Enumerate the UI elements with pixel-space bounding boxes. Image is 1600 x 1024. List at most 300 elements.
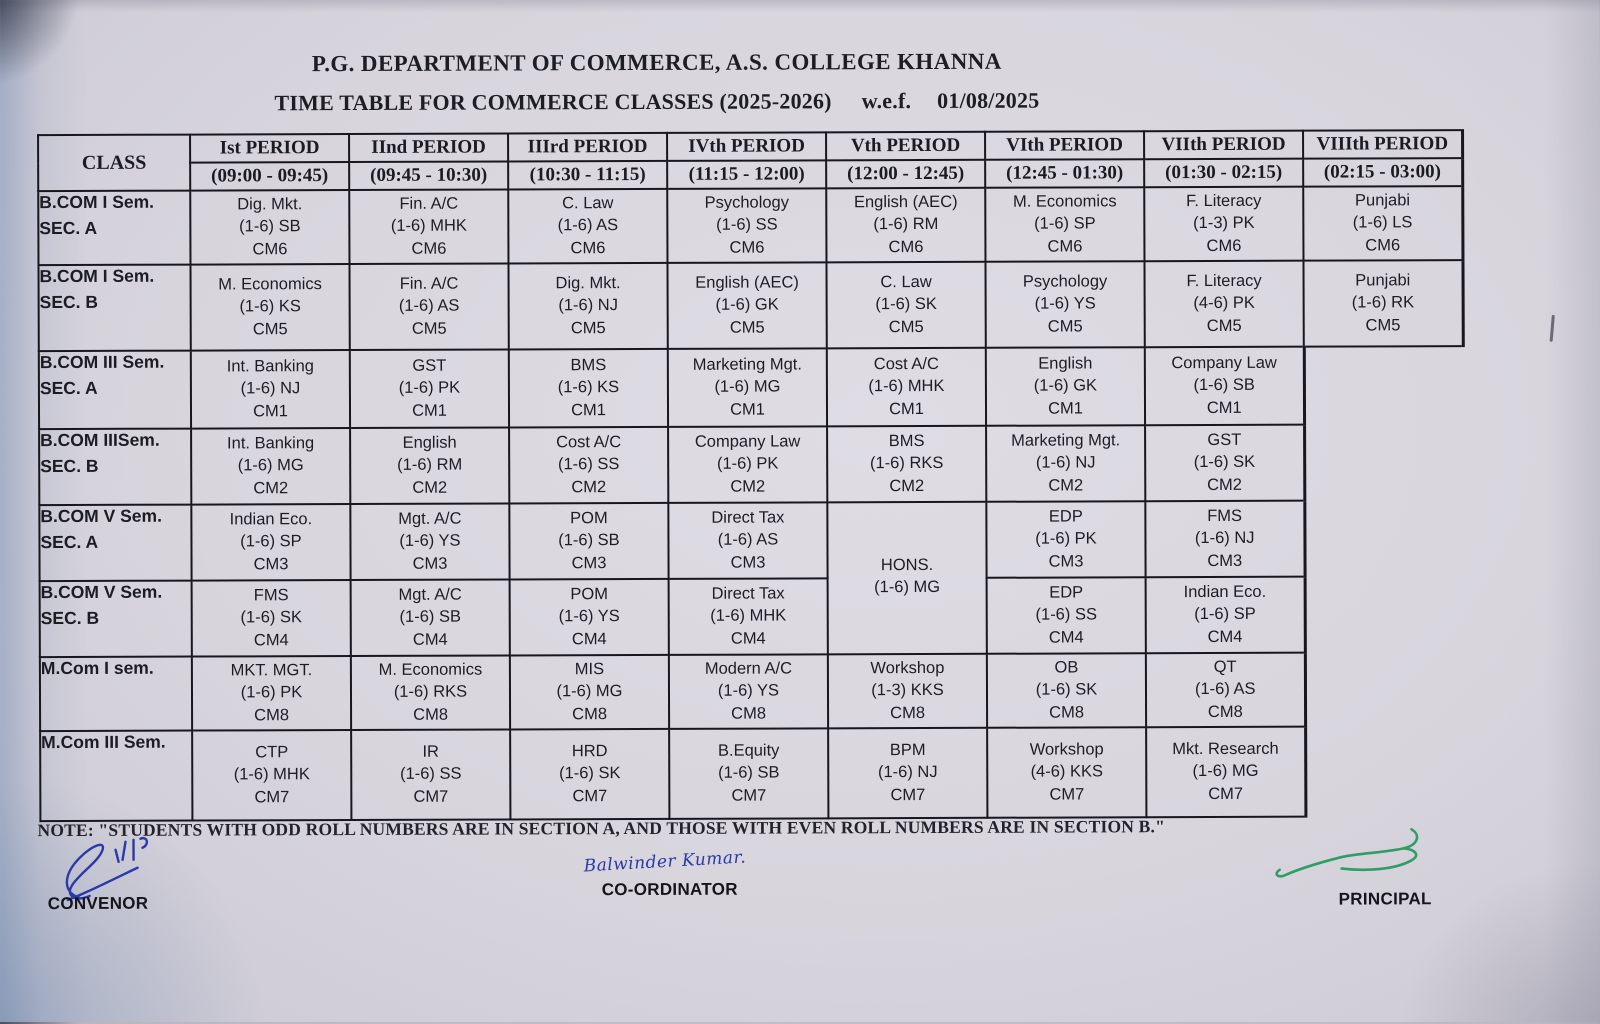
row-class-line1: B.COM III Sem. xyxy=(39,351,165,373)
cell-room: CM5 xyxy=(888,318,924,337)
cell-subject: EDP xyxy=(1048,507,1083,526)
cell-subject: Workshop xyxy=(1029,740,1104,759)
table-row xyxy=(38,260,1462,351)
cell-2-3 xyxy=(508,263,667,350)
cell-group: (1-6) MHK xyxy=(390,216,467,235)
cell-room: CM3 xyxy=(253,555,289,574)
cell-subject: M. Economics xyxy=(218,274,322,294)
cell-subject: OB xyxy=(1054,658,1079,677)
cell-group: (1-6) SK xyxy=(875,294,937,313)
header-period-5-name: Vth PERIOD xyxy=(826,132,985,161)
cell-group: (1-6) MG xyxy=(714,377,781,396)
row-class-line2: SEC. A xyxy=(39,217,98,239)
cell-subject: Psychology xyxy=(704,193,789,212)
header-period-4-name: IVth PERIOD xyxy=(667,132,826,161)
cell-group: (1-6) RKS xyxy=(393,682,468,701)
cell-subject: HONS. xyxy=(880,555,934,574)
cell-4-8 xyxy=(1304,424,1463,501)
cell-subject: English (AEC) xyxy=(853,192,958,212)
wef-date: 01/08/2025 xyxy=(937,87,1040,113)
cell-subject: Cost A/C xyxy=(556,432,622,452)
cell-subject: Dig. Mkt. xyxy=(237,195,303,214)
cell-room: CM1 xyxy=(730,400,765,420)
title-block xyxy=(37,48,1277,117)
cell-group: (1-6) SS xyxy=(400,764,462,783)
cell-3-2 xyxy=(350,349,509,428)
cell-group: (1-6) YS xyxy=(717,681,780,700)
cell-room: CM7 xyxy=(572,787,608,806)
row-class-2 xyxy=(38,265,190,352)
cell-room: CM5 xyxy=(1206,317,1242,336)
cell-room: CM6 xyxy=(1365,236,1401,255)
cell-subject: English (AEC) xyxy=(695,273,799,292)
cell-subject: Mgt. A/C xyxy=(398,509,462,528)
row-class-line1: M.Com III Sem. xyxy=(41,731,166,753)
cell-group: (1-6) NJ xyxy=(1194,528,1255,547)
cell-group: (1-6) RM xyxy=(397,455,463,474)
cell-group: (1-6) AS xyxy=(398,296,460,315)
row-class-line1: B.COM I Sem. xyxy=(39,191,155,213)
cell-8-2 xyxy=(351,729,510,820)
cell-1-2 xyxy=(349,189,508,264)
cell-room: CM7 xyxy=(254,788,290,807)
cell-room: CM2 xyxy=(571,478,607,497)
cell-subject: Marketing Mgt. xyxy=(1011,431,1121,450)
cell-group: (1-6) MHK xyxy=(233,764,310,784)
convenor-label: CONVENOR xyxy=(47,893,149,914)
header-class: CLASS xyxy=(38,135,190,192)
stray-ink-mark xyxy=(1550,315,1555,342)
cell-5-3 xyxy=(509,503,668,580)
cell-room: CM1 xyxy=(412,402,447,421)
row-class-line2: SEC. B xyxy=(40,607,100,629)
cell-1-7 xyxy=(1144,187,1303,262)
row-class-line1: B.COM I Sem. xyxy=(39,265,155,287)
cell-room: CM5 xyxy=(252,320,288,339)
cell-room: CM1 xyxy=(571,401,606,420)
cell-room: CM3 xyxy=(1207,552,1243,571)
cell-subject: Fin. A/C xyxy=(399,274,459,293)
cell-room: CM8 xyxy=(731,704,767,724)
cell-4-4 xyxy=(668,426,827,503)
cell-subject: MIS xyxy=(574,659,605,679)
cell-room: CM8 xyxy=(572,705,608,724)
cell-4-2 xyxy=(350,427,509,504)
cell-7-3 xyxy=(510,655,669,730)
cell-group: (1-6) NJ xyxy=(1035,453,1096,472)
cell-1-6 xyxy=(985,187,1144,262)
cell-room: CM5 xyxy=(729,318,765,338)
principal-signature-block xyxy=(1263,819,1433,910)
cell-room: CM8 xyxy=(890,704,926,723)
header-period-2-time: (09:45 - 10:30) xyxy=(349,161,508,190)
cell-room: CM4 xyxy=(730,629,766,649)
cell-subject: Int. Banking xyxy=(226,356,314,376)
row-class-line2 xyxy=(41,758,191,759)
cell-room: CM6 xyxy=(252,240,288,259)
cell-2-7 xyxy=(1144,261,1303,348)
cell-group: (1-6) KS xyxy=(557,377,620,396)
cell-7-4 xyxy=(669,654,828,729)
cell-room: CM7 xyxy=(731,786,767,806)
cell-group: (1-6) NJ xyxy=(558,295,618,314)
principal-label: PRINCIPAL xyxy=(1338,889,1432,909)
row-class-line1: B.COM IIISem. xyxy=(40,429,160,451)
row-class-3 xyxy=(39,351,191,430)
cell-room: CM7 xyxy=(1208,785,1244,804)
cell-subject: MKT. MGT. xyxy=(230,660,313,680)
row-class-line2 xyxy=(41,684,191,685)
cell-group: (1-6) SS xyxy=(716,215,778,234)
cell-8-8 xyxy=(1305,726,1464,817)
cell-room: CM7 xyxy=(1049,785,1085,804)
cell-3-3 xyxy=(509,349,668,428)
cell-room: CM5 xyxy=(411,320,447,339)
cell-5-4 xyxy=(668,502,827,579)
cell-8-7 xyxy=(1146,727,1305,818)
cell-subject: IR xyxy=(422,742,439,761)
coordinator-signature: Balwinder Kumar. xyxy=(583,847,747,877)
cell-group: (1-6) YS xyxy=(399,531,461,550)
cell-subject: BMS xyxy=(888,431,925,450)
cell-subject: FMS xyxy=(253,586,289,605)
table-row xyxy=(39,346,1463,429)
header-period-3-name: IIIrd PERIOD xyxy=(508,133,667,162)
cell-subject: Company Law xyxy=(1171,353,1277,372)
cell-group: (1-6) RKS xyxy=(869,453,944,472)
header-period-3-time: (10:30 - 11:15) xyxy=(508,161,667,190)
cell-group: (1-6) PK xyxy=(1035,529,1097,548)
table-row xyxy=(39,500,1463,581)
cell-4-3 xyxy=(509,427,668,504)
cell-group: (1-3) PK xyxy=(1193,213,1255,232)
timetable-header xyxy=(38,130,1462,191)
cell-group: (1-6) GK xyxy=(1033,375,1098,395)
cell-subject: Fin. A/C xyxy=(399,194,459,213)
table-row xyxy=(40,652,1464,731)
header-period-4-time: (11:15 - 12:00) xyxy=(667,160,826,189)
cell-room: CM2 xyxy=(889,477,925,496)
header-period-1-time: (09:00 - 09:45) xyxy=(190,162,349,191)
header-period-6-time: (12:45 - 01:30) xyxy=(985,159,1144,188)
cell-subject: Mgt. A/C xyxy=(398,585,462,604)
note: NOTE: "STUDENTS WITH ODD ROLL NUMBERS ARE IN SECTION A, AND THOSE WITH EVEN ROLL NUMBERS ARE IN SECTION B." xyxy=(37,816,1166,841)
cell-3-8 xyxy=(1304,346,1463,425)
cell-subject: Dig. Mkt. xyxy=(555,273,621,293)
cell-room: CM6 xyxy=(1047,237,1083,256)
cell-subject: GST xyxy=(412,356,447,375)
cell-1-3 xyxy=(508,189,667,264)
cell-subject: CTP xyxy=(255,743,289,762)
cell-group: (1-6) LS xyxy=(1352,212,1413,232)
header-period-1-name: Ist PERIOD xyxy=(190,134,349,163)
cell-group: (1-6) AS xyxy=(557,215,619,234)
cell-room: CM6 xyxy=(729,238,765,258)
cell-5-5 xyxy=(827,502,987,655)
cell-subject: HRD xyxy=(571,741,608,761)
timetable xyxy=(37,129,1466,822)
cell-group: (1-6) MHK xyxy=(868,376,945,395)
cell-group: (1-6) YS xyxy=(558,606,620,625)
cell-subject: Psychology xyxy=(1022,272,1108,291)
cell-subject: English xyxy=(1038,354,1093,373)
cell-subject: EDP xyxy=(1049,583,1084,602)
cell-7-6 xyxy=(987,653,1146,728)
cell-5-7 xyxy=(1145,501,1304,578)
cell-1-4 xyxy=(667,188,826,263)
cell-room: CM1 xyxy=(253,402,288,421)
cell-5-6 xyxy=(986,501,1145,578)
cell-subject: Indian Eco. xyxy=(1183,582,1267,601)
cell-subject: GST xyxy=(1207,430,1242,449)
cell-room: CM8 xyxy=(1207,703,1243,722)
cell-2-5 xyxy=(826,262,985,349)
convenor-signature-block xyxy=(43,837,213,914)
coordinator-label: CO-ORDINATOR xyxy=(601,879,738,900)
cell-5-1 xyxy=(191,504,350,581)
cell-group: (1-6) AS xyxy=(1194,679,1256,698)
cell-3-1 xyxy=(191,350,350,429)
cell-room: CM5 xyxy=(570,319,606,338)
cell-4-7 xyxy=(1145,425,1304,502)
header-period-6-name: VIth PERIOD xyxy=(985,131,1144,160)
cell-group: (1-6) GK xyxy=(715,295,779,314)
cell-group: (1-6) KS xyxy=(239,296,301,315)
cell-room: CM2 xyxy=(1207,476,1242,495)
cell-room: CM5 xyxy=(1365,316,1401,335)
cell-room: CM6 xyxy=(1206,237,1242,256)
row-class-5 xyxy=(39,505,191,582)
cell-8-6 xyxy=(987,727,1146,818)
cell-3-7 xyxy=(1145,347,1304,426)
cell-subject: F. Literacy xyxy=(1186,271,1262,290)
row-class-line2: SEC. A xyxy=(39,377,98,399)
cell-room: CM2 xyxy=(412,479,448,498)
cell-room: CM2 xyxy=(730,477,766,497)
cell-group: (4-6) PK xyxy=(1193,293,1255,312)
cell-1-1 xyxy=(190,190,349,265)
cell-group: (1-6) SK xyxy=(559,763,621,782)
cell-7-1 xyxy=(192,656,351,731)
cell-group: (1-6) SB xyxy=(1193,375,1255,394)
cell-subject: Direct Tax xyxy=(711,584,785,603)
cell-6-4 xyxy=(669,578,828,655)
cell-group: (1-6) NJ xyxy=(240,378,301,397)
cell-subject: FMS xyxy=(1207,506,1243,525)
cell-subject: F. Literacy xyxy=(1186,191,1262,210)
cell-room: CM6 xyxy=(411,240,447,259)
cell-group: (1-6) SB xyxy=(399,607,461,626)
cell-group: (1-6) AS xyxy=(717,530,779,549)
cell-group: (1-6) MG xyxy=(556,681,623,700)
header-period-8-name: VIIIth PERIOD xyxy=(1303,130,1462,159)
cell-subject: C. Law xyxy=(880,272,932,291)
cell-1-8 xyxy=(1303,186,1462,261)
cell-6-7 xyxy=(1146,577,1305,654)
cell-subject: Modern A/C xyxy=(704,659,793,678)
subtitle-text: TIME TABLE FOR COMMERCE CLASSES (2025-2026) xyxy=(274,88,832,116)
row-class-6 xyxy=(40,581,192,658)
row-class-line1: B.COM V Sem. xyxy=(40,581,163,603)
cell-6-2 xyxy=(351,579,510,656)
row-class-7 xyxy=(40,657,192,732)
page-title: P.G. DEPARTMENT OF COMMERCE, A.S. COLLEGE KHANNA xyxy=(311,48,1002,77)
cell-group: (1-6) SK xyxy=(1193,452,1256,471)
cell-7-2 xyxy=(351,655,510,730)
cell-group: (1-6) SP xyxy=(1034,214,1096,233)
cell-group: (1-6) NJ xyxy=(877,762,938,781)
cell-group: (1-6) RK xyxy=(1351,292,1415,312)
cell-subject: POM xyxy=(570,584,608,604)
cell-group: (1-6) SS xyxy=(557,454,620,473)
row-class-line2: SEC. A xyxy=(40,531,99,553)
cell-room: CM4 xyxy=(1048,628,1084,647)
cell-subject: BPM xyxy=(889,740,926,759)
cell-6-8 xyxy=(1305,576,1464,653)
cell-7-7 xyxy=(1146,653,1305,728)
cell-subject: BMS xyxy=(570,355,607,375)
cell-group: (1-6) PK xyxy=(716,454,779,473)
cell-group: (1-6) MG xyxy=(874,577,941,596)
cell-4-6 xyxy=(986,425,1145,502)
cell-subject: Mkt. Research xyxy=(1172,739,1279,758)
table-row xyxy=(40,726,1464,821)
cell-room: CM1 xyxy=(1206,399,1242,418)
cell-3-5 xyxy=(827,348,986,427)
page-subtitle xyxy=(37,87,1277,117)
cell-subject: English xyxy=(402,433,457,452)
table-row xyxy=(38,186,1462,265)
row-class-line2: SEC. B xyxy=(39,291,99,313)
cell-subject: Marketing Mgt. xyxy=(692,355,802,374)
cell-subject: QT xyxy=(1213,657,1237,676)
cell-subject: Direct Tax xyxy=(711,508,785,527)
cell-3-6 xyxy=(986,347,1145,426)
cell-subject: Punjabi xyxy=(1355,271,1411,290)
cell-subject: Int. Banking xyxy=(227,433,315,453)
header-period-7-time: (01:30 - 02:15) xyxy=(1144,159,1303,188)
cell-8-4 xyxy=(669,728,828,819)
cell-group: (4-6) KKS xyxy=(1030,761,1104,781)
cell-5-8 xyxy=(1304,500,1463,577)
cell-room: CM4 xyxy=(1207,628,1243,647)
cell-7-5 xyxy=(828,654,987,729)
cell-room: CM8 xyxy=(413,706,449,725)
cell-group: (1-6) PK xyxy=(398,378,461,397)
header-period-7-name: VIIth PERIOD xyxy=(1144,131,1303,160)
cell-subject: Workshop xyxy=(870,658,945,678)
cell-7-8 xyxy=(1305,652,1464,727)
cell-2-8 xyxy=(1303,260,1462,347)
cell-group: (1-6) SK xyxy=(1035,679,1098,699)
table-row xyxy=(39,424,1463,505)
cell-room: CM8 xyxy=(1049,703,1085,722)
cell-4-5 xyxy=(827,426,986,503)
header-period-5-time: (12:00 - 12:45) xyxy=(826,160,985,189)
cell-5-2 xyxy=(350,503,509,580)
cell-8-1 xyxy=(192,730,351,821)
cell-group: (1-6) SP xyxy=(240,531,302,550)
cell-subject: Indian Eco. xyxy=(229,509,313,529)
header-period-2-name: IInd PERIOD xyxy=(349,133,508,162)
cell-2-1 xyxy=(190,264,349,351)
cell-room: CM4 xyxy=(571,630,607,649)
cell-group: (1-3) KKS xyxy=(871,680,944,699)
cell-2-2 xyxy=(349,263,508,350)
cell-group: (1-6) RM xyxy=(873,214,939,233)
cell-room: CM3 xyxy=(1048,552,1084,571)
cell-group: (1-6) SK xyxy=(240,607,302,626)
cell-6-1 xyxy=(192,580,351,657)
cell-subject: Punjabi xyxy=(1354,191,1411,210)
cell-room: CM1 xyxy=(1048,399,1083,418)
cell-8-5 xyxy=(828,728,987,819)
cell-room: CM7 xyxy=(890,786,926,805)
cell-group: (1-6) SP xyxy=(1194,604,1256,623)
cell-subject: POM xyxy=(570,508,608,528)
cell-2-4 xyxy=(667,262,826,349)
cell-room: CM8 xyxy=(254,706,290,725)
cell-room: CM1 xyxy=(889,400,924,419)
row-class-1 xyxy=(38,191,190,266)
row-class-line2: SEC. B xyxy=(40,455,99,477)
cell-group: (1-6) SS xyxy=(1035,605,1097,624)
cell-group: (1-6) MG xyxy=(1192,761,1259,780)
cell-room: CM4 xyxy=(412,631,448,650)
cell-room: CM5 xyxy=(1047,317,1083,336)
cell-group: (1-6) MHK xyxy=(710,606,787,625)
cell-6-3 xyxy=(510,579,669,656)
cell-subject: B.Equity xyxy=(717,741,780,760)
cell-room: CM6 xyxy=(888,238,924,257)
cell-room: CM6 xyxy=(570,239,606,258)
coordinator-signature-block xyxy=(583,847,804,900)
cell-room: CM3 xyxy=(730,553,766,573)
cell-group: (1-6) SB xyxy=(239,216,301,235)
header-period-8-time: (02:15 - 03:00) xyxy=(1303,158,1462,187)
cell-group: (1-6) SB xyxy=(558,530,620,549)
cell-subject: M. Economics xyxy=(1012,192,1117,211)
cell-room: CM4 xyxy=(253,631,289,650)
row-class-line1: M.Com I sem. xyxy=(40,657,154,679)
cell-subject: Cost A/C xyxy=(873,354,939,374)
row-class-line1: B.COM V Sem. xyxy=(40,505,162,527)
principal-signature-icon xyxy=(1263,819,1428,882)
cell-room: CM3 xyxy=(412,555,448,574)
cell-group: (1-6) MG xyxy=(237,455,304,474)
cell-subject: Company Law xyxy=(694,432,801,451)
cell-group: (1-6) YS xyxy=(1034,294,1096,313)
cell-group: (1-6) PK xyxy=(240,682,303,701)
cell-6-6 xyxy=(987,577,1146,654)
wef-label: w.e.f. xyxy=(861,88,912,114)
row-class-8 xyxy=(40,731,192,822)
row-class-4 xyxy=(39,429,191,506)
cell-1-5 xyxy=(826,188,985,263)
cell-room: CM7 xyxy=(413,788,449,807)
cell-group: (1-6) SB xyxy=(718,763,780,782)
cell-3-4 xyxy=(668,348,827,427)
cell-room: CM3 xyxy=(571,554,607,573)
timetable-body xyxy=(38,186,1464,821)
cell-subject: C. Law xyxy=(562,193,614,213)
table-row xyxy=(40,576,1464,657)
cell-room xyxy=(829,601,986,602)
cell-room: CM2 xyxy=(253,479,289,498)
cell-subject: M. Economics xyxy=(378,660,483,679)
cell-room: CM2 xyxy=(1048,476,1084,495)
cell-8-3 xyxy=(510,729,669,820)
